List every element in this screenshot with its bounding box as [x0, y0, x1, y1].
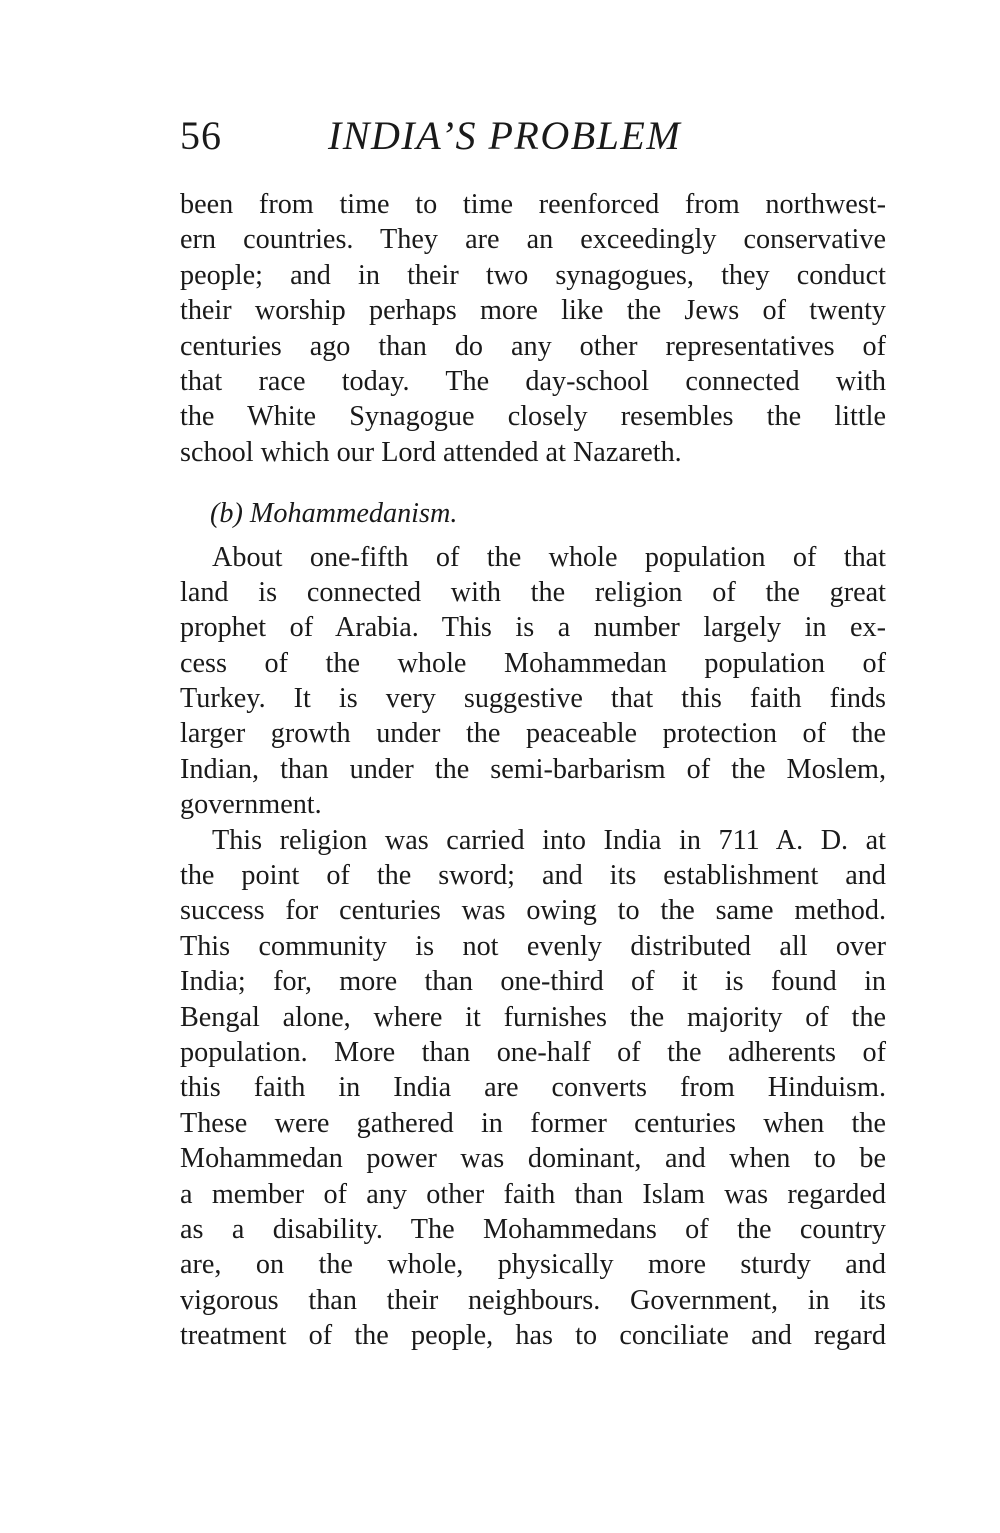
body-text	[180, 187, 886, 1354]
text-line: people; and in their two synagogues, they conduct	[180, 259, 886, 291]
text-line: larger growth under the peaceable protection of the	[180, 718, 886, 750]
section-heading: (b) Mohammedanism.	[210, 498, 458, 530]
text-line: a member of any other faith than Islam was regarded	[180, 1178, 886, 1210]
paragraph-jews	[180, 187, 886, 470]
text-line: treatment of the people, has to conciliate and regard	[180, 1320, 886, 1352]
text-line: their worship perhaps more like the Jews of twenty	[180, 295, 886, 327]
text-line: cess of the whole Mohammedan population of	[180, 647, 886, 679]
text-line: This community is not evenly distributed all over	[180, 930, 886, 962]
text-line: this faith in India are converts from Hinduism.	[180, 1072, 886, 1104]
text-line: Mohammedan power was dominant, and when to be	[180, 1143, 886, 1175]
text-line: as a disability. The Mohammedans of the country	[180, 1213, 886, 1245]
text-line: These were gathered in former centuries when the	[180, 1107, 886, 1139]
text-line: success for centuries was owing to the same method.	[180, 895, 886, 927]
paragraph-population	[180, 540, 886, 823]
text-line: vigorous than their neighbours. Government, in its	[180, 1284, 886, 1316]
text-line: ern countries. They are an exceedingly conservative	[180, 224, 886, 256]
text-line: been from time to time reenforced from northwest-	[180, 189, 886, 220]
text-line: land is connected with the religion of the great	[180, 576, 886, 608]
paragraph-history	[180, 823, 886, 1354]
text-line: Bengal alone, where it furnishes the majority of the	[180, 1001, 886, 1033]
text-line: This religion was carried into India in 711 A. D. at	[212, 824, 886, 856]
text-line: India; for, more than one-third of it is found in	[180, 966, 886, 998]
text-line: that race today. The day-school connected with	[180, 365, 886, 397]
text-line: school which our Lord attended at Nazareth.	[180, 436, 682, 468]
page-header	[180, 108, 890, 168]
text-line: government.	[180, 789, 322, 821]
text-line: population. More than one-half of the adherents of	[180, 1037, 886, 1068]
text-line: Turkey. It is very suggestive that this faith finds	[180, 683, 886, 715]
text-line: centuries ago than do any other representatives of	[180, 330, 886, 362]
running-title: INDIA’S PROBLEM	[328, 113, 682, 158]
text-line: the White Synagogue closely resembles the little	[180, 401, 886, 433]
text-line: About one-fifth of the whole population of that	[212, 541, 886, 573]
text-line: the point of the sword; and its establishment and	[180, 860, 886, 892]
text-line: are, on the whole, physically more sturdy and	[180, 1249, 886, 1281]
page-number: 56	[180, 113, 222, 158]
text-line: Indian, than under the semi-barbarism of the Moslem,	[180, 753, 886, 785]
text-line: prophet of Arabia. This is a number largely in ex-	[180, 612, 886, 644]
